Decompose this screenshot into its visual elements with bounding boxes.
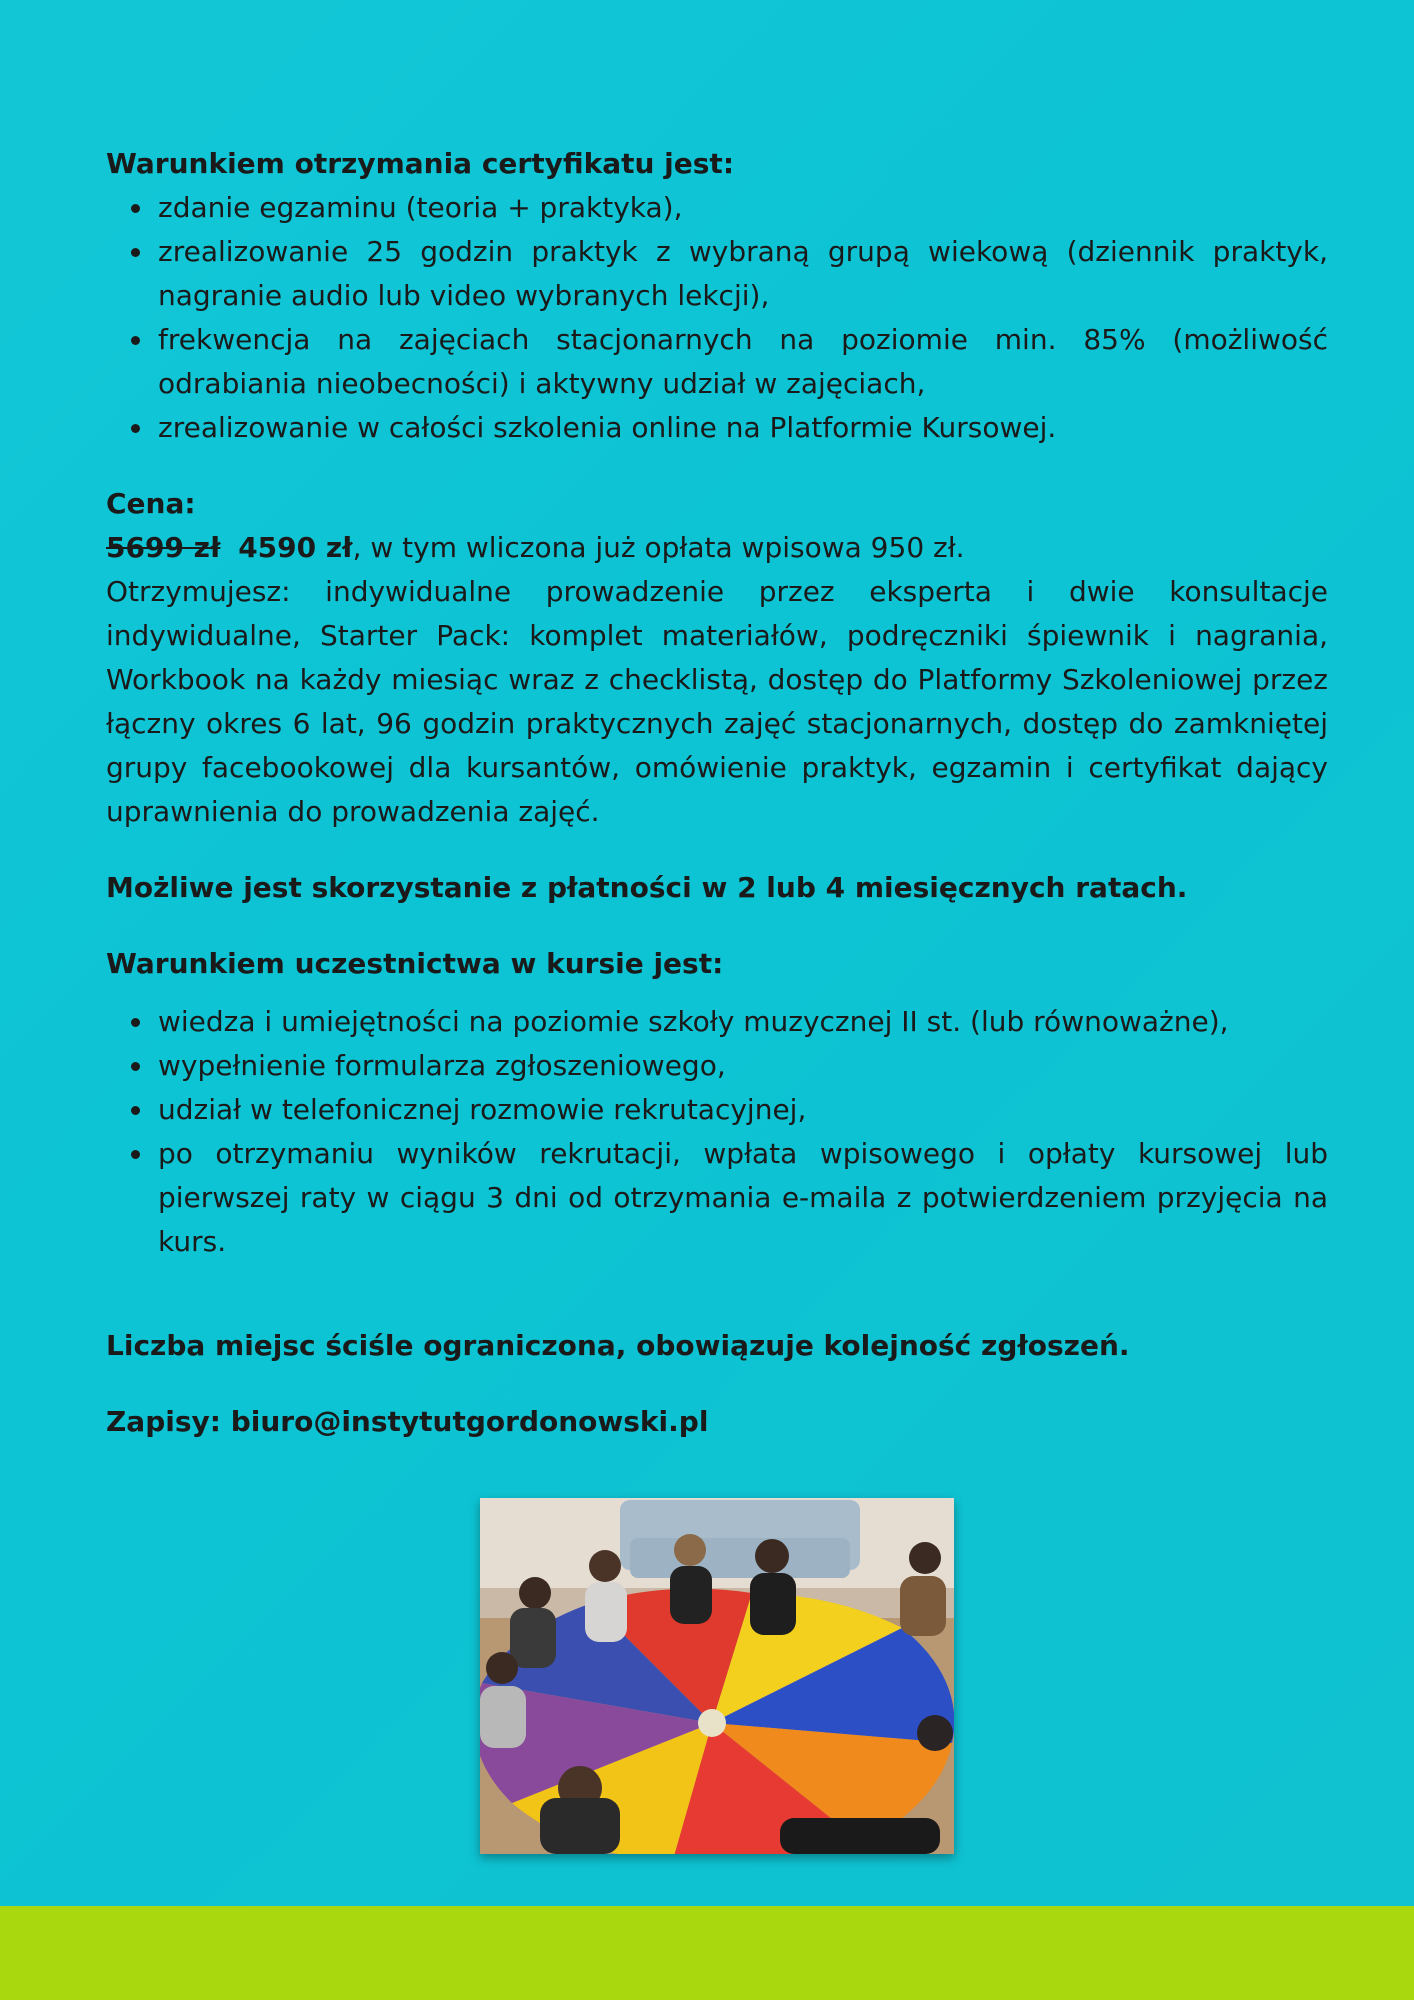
- main-content: [106, 142, 1328, 1444]
- list-item: udział w telefonicznej rozmowie rekrutacyjnej,: [158, 1088, 1328, 1132]
- signup-email: Zapisy: biuro@instytutgordonowski.pl: [106, 1405, 709, 1438]
- price-line: [106, 526, 1328, 570]
- old-price: 5699 zł: [106, 531, 221, 564]
- installments-note: Możliwe jest skorzystanie z płatności w 2 lub 4 miesięcznych ratach.: [106, 871, 1188, 904]
- group-photo-parachute-icon: [480, 1498, 954, 1854]
- price-heading: Cena:: [106, 487, 196, 520]
- participation-list: [106, 1000, 1328, 1264]
- footer-bar: [0, 1906, 1414, 2000]
- group-photo: [480, 1498, 954, 1854]
- price-includes: Otrzymujesz: indywidualne prowadzenie przez eksperta i dwie konsultacje indywidualne, Starter Pack: komplet materiałów, podręczniki śpiewnik i nagrania, Workbook na każdy miesiąc wraz z checklistą, dostęp do Platformy Szkoleniowej przez łączny okres 6 lat, 96 godzin praktycznych zajęć stacjonarnych, dostęp do zamkniętej grupy facebookowej dla kursantów, omówienie praktyk, egzamin i certyfikat dający uprawnienia do prowadzenia zajęć.: [106, 575, 1328, 828]
- list-item: zrealizowanie w całości szkolenia online na Platformie Kursowej.: [158, 406, 1328, 450]
- participation-heading: Warunkiem uczestnictwa w kursie jest:: [106, 947, 724, 980]
- list-item: zdanie egzaminu (teoria + praktyka),: [158, 186, 1328, 230]
- price-note: , w tym wliczona już opłata wpisowa 950 zł.: [352, 531, 965, 564]
- new-price: 4590 zł: [238, 531, 353, 564]
- certificate-list: [106, 186, 1328, 450]
- list-item: frekwencja na zajęciach stacjonarnych na poziomie min. 85% (możliwość odrabiania nieobecności) i aktywny udział w zajęciach,: [158, 318, 1328, 406]
- limited-places-note: Liczba miejsc ściśle ograniczona, obowiązuje kolejność zgłoszeń.: [106, 1329, 1130, 1362]
- list-item: wypełnienie formularza zgłoszeniowego,: [158, 1044, 1328, 1088]
- list-item: zrealizowanie 25 godzin praktyk z wybraną grupą wiekową (dziennik praktyk, nagranie audio lub video wybranych lekcji),: [158, 230, 1328, 318]
- certificate-heading: Warunkiem otrzymania certyfikatu jest:: [106, 147, 735, 180]
- list-item: wiedza i umiejętności na poziomie szkoły muzycznej II st. (lub równoważne),: [158, 1000, 1328, 1044]
- list-item: po otrzymaniu wyników rekrutacji, wpłata wpisowego i opłaty kursowej lub pierwszej raty w ciągu 3 dni od otrzymania e-maila z potwierdzeniem przyjęcia na kurs.: [158, 1132, 1328, 1264]
